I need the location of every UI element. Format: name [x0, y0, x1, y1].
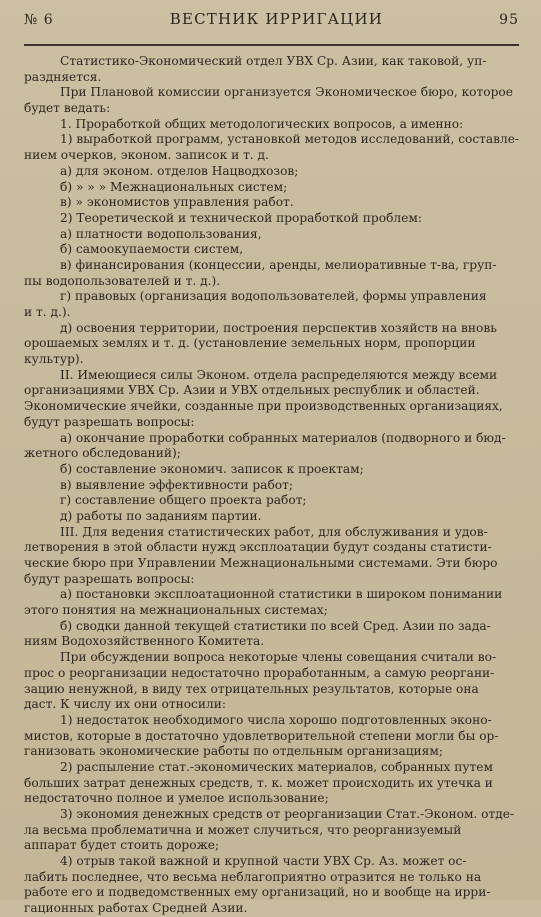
text-line: орошаемых землях и т. д. (установление земельных норм, пропорции: [24, 336, 476, 351]
text-line: 1) выработкой программ, установкой методов исследований, составле-: [60, 132, 519, 147]
text-line: лабить последнее, что весьма неблагоприятно отразится не только на: [24, 869, 482, 884]
text-line: в) » экономистов управления работ.: [60, 195, 294, 210]
text-line: Статистико-Экономический отдел УВХ Ср. Азии, как таковой, уп-: [60, 54, 487, 68]
text-line: раздняется.: [24, 69, 102, 84]
text-line: будут разрешать вопросы:: [24, 571, 195, 586]
text-line: аппарат будет стоить дороже;: [24, 838, 220, 853]
text-line: б) сводки данной текущей статистики по всей Сред. Азии по зада-: [60, 618, 491, 633]
text-line: г) составление общего проекта работ;: [60, 493, 307, 508]
text-line: а) для эконом. отделов Нацводхозов;: [60, 163, 299, 178]
text-line: 4) отрыв такой важной и крупной части УВХ Ср. Аз. может ос-: [60, 854, 467, 869]
text-line: II. Имеющиеся силы Эконом. отдела распределяются между всеми: [60, 367, 498, 382]
text-line: мистов, которые в достаточно удовлетворительной степени могли бы ор-: [24, 728, 499, 743]
text-line: этого понятия на межнациональных системах;: [24, 603, 328, 618]
text-line: ческие бюро при Управлении Межнациональными системами. Эти бюро: [24, 556, 498, 570]
text-line: будут разрешать вопросы:: [24, 414, 195, 429]
text-line: будет ведать:: [24, 101, 111, 116]
text-line: в) выявление эффективности работ;: [60, 477, 293, 492]
text-line: гационных работах Средней Азии.: [24, 901, 248, 916]
journal-title: ВЕСТНИК ИРРИГАЦИИ: [169, 10, 384, 28]
text-line: ла весьма проблематична и может случиться, что реорганизуемый: [24, 822, 462, 837]
text-line: летворения в этой области нужд эксплоатации будут созданы статисти-: [24, 540, 492, 555]
text-line: даст. К числу их они относили:: [24, 697, 226, 712]
text-line: ганизовать экономические работы по отдельным организациям;: [24, 744, 443, 759]
header-rule: [24, 44, 519, 46]
text-line: работе его и подведомственных ему организаций, но и вообще на ирри-: [24, 885, 491, 900]
text-line: ниям Водохозяйственного Комитета.: [24, 634, 265, 649]
text-line: д) работы по заданиям партии.: [60, 508, 262, 523]
text-line: а) окончание проработки собранных материалов (подворного и бюд-: [60, 430, 506, 445]
issue-number: № 6: [24, 12, 54, 28]
text-line: б) » » » Межнациональных систем;: [60, 179, 288, 194]
page-number: 95: [499, 12, 519, 28]
text-line: 2) распыление стат.-экономических материалов, собранных путем: [60, 759, 493, 774]
text-line: прос о реорганизации недостаточно проработанным, а самую реоргани-: [24, 665, 495, 680]
text-line: зацию ненужной, в виду тех отрицательных результатов, которые она: [24, 681, 479, 696]
text-line: а) постановки эксплоатационной статистики в широком понимании: [60, 587, 503, 602]
text-line: недостаточно полное и умелое использование;: [24, 791, 329, 806]
text-line: больших затрат денежных средств, т. к. может происходить их утечка и: [24, 775, 493, 790]
text-line: 1. Проработкой общих методологических вопросов, а именно:: [60, 116, 464, 131]
text-line: III. Для ведения статистических работ, для обслуживания и удов-: [60, 524, 488, 539]
text-line: г) правовых (организация водопользователей, формы управления: [60, 289, 487, 304]
text-line: культур).: [24, 352, 84, 367]
text-line: Экономические ячейки, созданные при производственных организациях,: [24, 399, 503, 414]
article-body: [24, 54, 519, 917]
text-line: 1) недостаток необходимого числа хорошо подготовленных эконо-: [60, 712, 492, 727]
text-line: и т. д.).: [24, 305, 71, 319]
text-line: 3) экономия денежных средств от реорганизации Стат.-Эконом. отде-: [60, 807, 515, 821]
text-line: б) самоокупаемости систем,: [60, 242, 244, 257]
text-line: б) составление экономич. записок к проектам;: [60, 461, 364, 476]
text-line: нием очерков, эконом. записок и т. д.: [24, 148, 269, 163]
text-line: д) освоения территории, построения перспектив хозяйств на вновь: [60, 320, 497, 335]
text-line: 2) Теоретической и технической проработкой проблем:: [60, 210, 422, 225]
text-line: в) финансирования (концессии, аренды, мелиоративные т-ва, груп-: [60, 257, 497, 272]
text-line: При Плановой комиссии организуется Экономическое бюро, которое: [60, 85, 513, 100]
text-line: При обсуждении вопроса некоторые члены совещания считали во-: [60, 650, 497, 665]
page-header: [24, 0, 519, 40]
text-line: жетного обследований);: [24, 446, 181, 461]
text-line: пы водопользователей и т. д.).: [24, 273, 221, 288]
text-line: а) платности водопользования,: [60, 226, 262, 241]
text-line: организациями УВХ Ср. Азии и УВХ отдельных республик и областей.: [24, 383, 480, 398]
